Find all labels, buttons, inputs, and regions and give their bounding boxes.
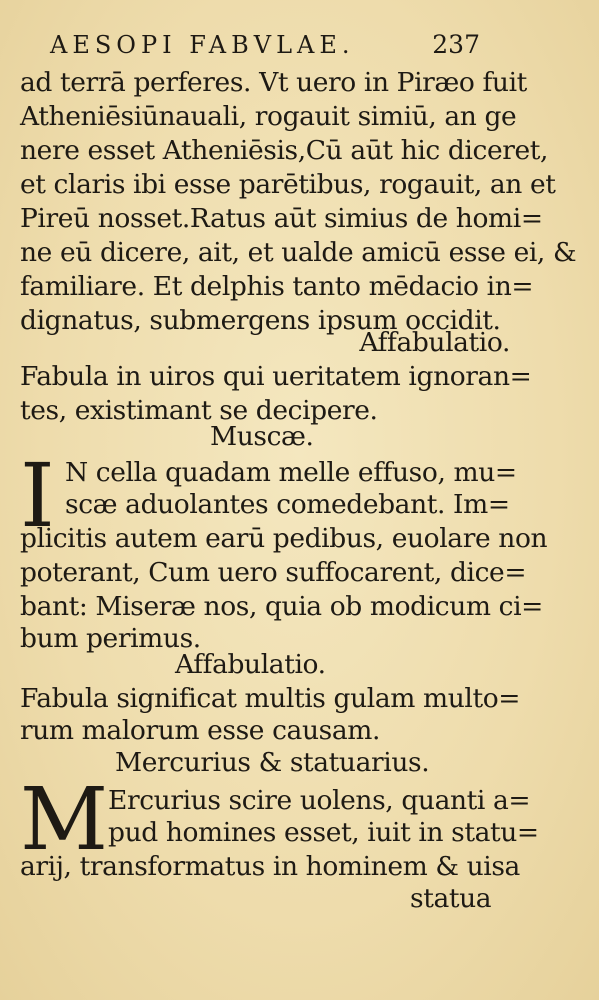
text-line: Ercurius scire uolens, quanti a= [108, 785, 531, 816]
text-line: poterant, Cum uero suffocarent, dice= [20, 557, 527, 588]
fable-title: Muscæ. [210, 421, 314, 452]
text-line: bant: Miseræ nos, quia ob modicum ci= [20, 591, 543, 622]
moral-line: Fabula in uiros qui ueritatem ignoran= [20, 361, 532, 392]
section-heading: Affabulatio. [175, 649, 326, 680]
drop-cap-initial: M [20, 770, 109, 870]
text-line: N cella quadam melle effuso, mu= [65, 457, 517, 488]
text-line: scæ aduolantes comedebant. Im= [65, 489, 510, 520]
catchword: statua [410, 883, 492, 914]
text-line: Atheniēsiūnauali, rogauit simiū, an ge [20, 101, 517, 132]
text-line: bum perimus. [20, 623, 201, 654]
text-line: dignatus, submergens ipsum occidit. [20, 305, 501, 336]
drop-cap-initial: I [20, 444, 55, 547]
fable-title: Mercurius & statuarius. [115, 747, 430, 778]
moral-line: tes, existimant se decipere. [20, 395, 378, 426]
moral-line: rum malorum esse causam. [20, 715, 380, 746]
section-heading: Affabulatio. [359, 327, 510, 358]
text-line: nere esset Atheniēsis,Cū aūt hic diceret, [20, 135, 549, 166]
text-line: arij, transformatus in hominem & uisa [20, 851, 520, 882]
text-line: Pireū nosset.Ratus aūt simius de homi= [20, 203, 543, 234]
text-line: ad terrā perferes. Vt uero in Piræo fuit [20, 67, 527, 98]
text-line: ne eū dicere, ait, et ualde amicū esse ei, & [20, 237, 577, 268]
text-line: et claris ibi esse parētibus, rogauit, an et [20, 169, 556, 200]
moral-line: Fabula significat multis gulam multo= [20, 683, 521, 714]
text-line: plicitis autem earū pedibus, euolare non [20, 523, 548, 554]
text-line: familiare. Et delphis tanto mēdacio in= [20, 271, 534, 302]
running-title: AESOPI FABVLAE. [50, 31, 355, 59]
text-line: pud homines esset, iuit in statu= [108, 817, 539, 848]
page-number: 237 [432, 30, 480, 59]
